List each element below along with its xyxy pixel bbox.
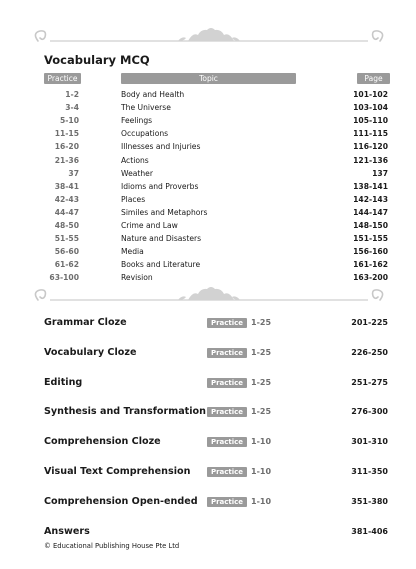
practice-range: 1-25 [251, 318, 272, 327]
section-page-range: 201-225 [351, 318, 388, 327]
topic-name: Occupations [121, 129, 169, 139]
section-name: Answers [44, 525, 90, 537]
section-page-range: 351-380 [351, 496, 388, 506]
middle-ornament-divider [28, 287, 390, 309]
practice-number: 11-15 [54, 129, 79, 139]
section-name: Visual Text Comprehension [44, 466, 191, 477]
section-row [0, 526, 416, 540]
section-page-range: 226-250 [351, 347, 388, 357]
copyright-notice: © Educational Publishing House Pte Ltd [44, 542, 180, 550]
topic-name: Media [121, 247, 144, 257]
practice-range: 1-10 [251, 437, 272, 447]
vocab-row [0, 156, 416, 169]
practice-badge: Practice [207, 497, 247, 507]
section-row [0, 496, 416, 510]
practice-range: 1-25 [251, 347, 272, 357]
practice-number: 56-60 [54, 247, 79, 257]
page-range: 103-104 [353, 103, 388, 113]
practice-number: 61-62 [54, 260, 79, 270]
practice-column-header: Practice [44, 73, 81, 84]
vocab-row [0, 90, 416, 103]
page-column-header: Page [357, 73, 390, 84]
vocab-row [0, 234, 416, 247]
section-name: Editing [44, 376, 83, 388]
vocab-row [0, 273, 416, 286]
vocab-row [0, 208, 416, 221]
practice-number: 3-4 [65, 103, 79, 113]
topic-name: The Universe [121, 103, 171, 113]
topic-name: Illnesses and Injuries [121, 142, 201, 152]
section-row [0, 466, 416, 480]
practice-range: 1-10 [251, 467, 272, 476]
practice-number: 63-100 [49, 273, 79, 283]
section-row [0, 406, 416, 420]
vocab-row [0, 103, 416, 116]
topic-name: Actions [121, 155, 149, 165]
page-range: 161-162 [353, 260, 388, 270]
top-ornament-divider [28, 28, 390, 50]
page-range: 111-115 [353, 129, 388, 139]
practice-badge: Practice [207, 467, 247, 477]
page-range: 116-120 [353, 142, 388, 152]
section-page-range: 311-350 [351, 467, 388, 476]
page-range: 101-102 [353, 90, 388, 99]
page-range: 105-110 [353, 116, 388, 126]
vocab-row [0, 142, 416, 155]
page-range: 148-150 [353, 221, 388, 230]
practice-number: 16-20 [54, 142, 79, 152]
practice-number: 37 [68, 168, 79, 178]
section-row [0, 317, 416, 331]
page-range: 151-155 [353, 234, 388, 244]
vocab-row [0, 247, 416, 260]
page-range: 121-136 [353, 155, 388, 165]
section-name: Comprehension Cloze [44, 436, 161, 448]
topic-name: Crime and Law [121, 221, 178, 230]
practice-range: 1-25 [251, 377, 272, 387]
practice-number: 51-55 [54, 234, 79, 244]
page-range: 163-200 [353, 273, 388, 283]
section-page-range: 276-300 [351, 407, 388, 417]
practice-number: 44-47 [54, 207, 79, 217]
section-row [0, 377, 416, 391]
topic-column-header: Topic [121, 73, 296, 84]
topic-name: Weather [121, 168, 153, 178]
topic-name: Body and Health [121, 90, 185, 99]
practice-number: 38-41 [54, 181, 79, 191]
section-row [0, 436, 416, 450]
topic-name: Idioms and Proverbs [121, 181, 199, 191]
vocab-row [0, 182, 416, 195]
topic-name: Books and Literature [121, 260, 201, 270]
practice-badge: Practice [207, 378, 247, 388]
vocab-row [0, 129, 416, 142]
topic-name: Similes and Metaphors [121, 207, 208, 217]
vocab-row [0, 116, 416, 129]
practice-number: 21-36 [54, 155, 79, 165]
topic-name: Places [121, 194, 146, 204]
section-page-range: 301-310 [351, 437, 388, 447]
section-name: Grammar Cloze [44, 317, 127, 328]
vocab-row [0, 221, 416, 234]
page-range: 144-147 [353, 207, 388, 217]
practice-number: 48-50 [54, 221, 79, 230]
topic-name: Revision [121, 273, 153, 283]
page-range: 138-141 [353, 181, 388, 191]
vocabulary-mcq-title: Vocabulary MCQ [44, 53, 150, 67]
page-range: 137 [372, 168, 388, 178]
practice-range: 1-25 [251, 407, 272, 417]
page-range: 156-160 [353, 247, 388, 257]
section-name: Comprehension Open-ended [44, 495, 198, 507]
section-page-range: 251-275 [351, 377, 388, 387]
practice-number: 42-43 [54, 194, 79, 204]
vocab-row [0, 260, 416, 273]
practice-number: 5-10 [59, 116, 79, 126]
section-name: Vocabulary Cloze [44, 346, 137, 358]
vocab-row [0, 195, 416, 208]
practice-badge: Practice [207, 318, 247, 328]
section-row [0, 347, 416, 361]
section-page-range: 381-406 [351, 526, 388, 536]
page-range: 142-143 [353, 194, 388, 204]
section-name: Synthesis and Transformation [44, 406, 206, 418]
topic-name: Nature and Disasters [121, 234, 202, 244]
practice-badge: Practice [207, 437, 247, 447]
practice-range: 1-10 [251, 496, 272, 506]
practice-badge: Practice [207, 348, 247, 358]
practice-number: 1-2 [65, 90, 79, 99]
vocab-row [0, 169, 416, 182]
topic-name: Feelings [121, 116, 153, 126]
practice-badge: Practice [207, 407, 247, 417]
